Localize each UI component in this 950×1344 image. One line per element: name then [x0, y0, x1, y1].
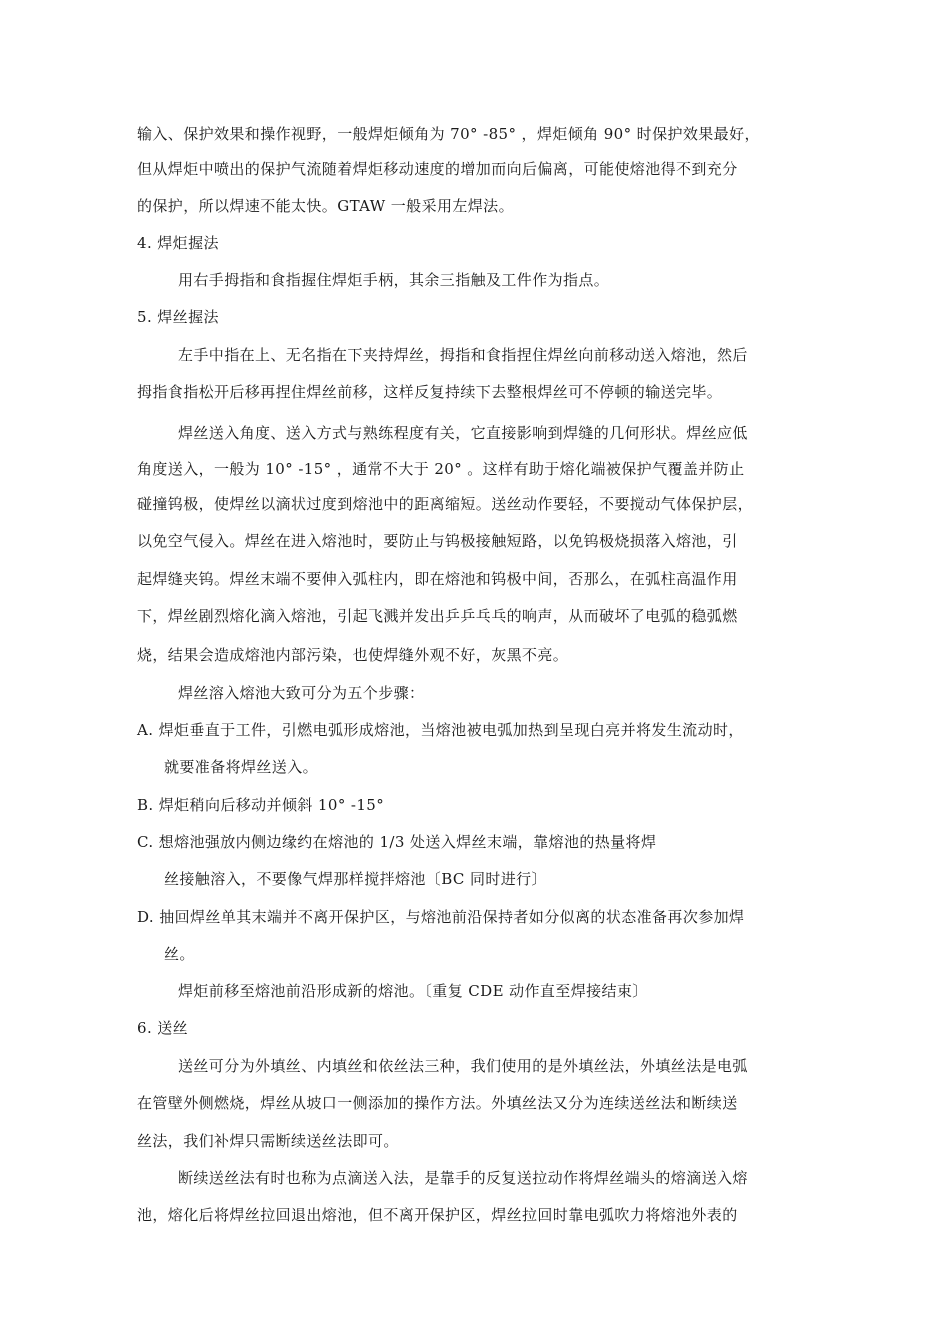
list-item: C. 想熔池强放内侧边缘约在熔池的 1/3 处送入焊丝末端，靠熔池的热量将焊 — [137, 833, 657, 851]
list-item: D. 抽回焊丝单其末端并不离开保护区，与熔池前沿保持者如分似离的状态准备再次参加焊 — [137, 908, 745, 926]
text-line: 断续送丝法有时也称为点滴送入法，是靠手的反复送拉动作将焊丝端头的熔滴送入熔 — [178, 1169, 748, 1187]
text-line: 送丝可分为外填丝、内填丝和依丝法三种，我们使用的是外填丝法，外填丝法是电弧 — [178, 1057, 748, 1075]
text-line: 角度送入，一般为 10° -15° ，通常不大于 20° 。这样有助于熔化端被保护气覆盖并防止 — [137, 460, 745, 478]
text-line: 在管壁外侧燃烧，焊丝从坡口一侧添加的操作方法。外填丝法又分为连续送丝法和断续送 — [137, 1094, 738, 1112]
text-line: 焊炬前移至熔池前沿形成新的熔池。〔重复 CDE 动作直至焊接结束〕 — [178, 982, 648, 1000]
text-line: 拇指食指松开后移再捏住焊丝前移，这样反复持续下去整根焊丝可不停顿的输送完毕。 — [137, 383, 723, 401]
text-line: 用右手拇指和食指握住焊炬手柄，其余三指触及工件作为指点。 — [178, 271, 610, 289]
section-heading: 5. 焊丝握法 — [137, 308, 219, 326]
text-line: 左手中指在上、无名指在下夹持焊丝，拇指和食指捏住焊丝向前移动送入熔池，然后 — [178, 346, 748, 364]
text-line: 烧，结果会造成熔池内部污染，也使焊缝外观不好，灰黑不亮。 — [137, 646, 569, 664]
text-line: 下，焊丝剧烈熔化滴入熔池，引起飞溅并发出乒乒乓乓的响声，从而破坏了电弧的稳弧燃 — [137, 607, 738, 625]
section-heading: 4. 焊炬握法 — [137, 234, 219, 252]
list-item-continuation: 丝。 — [164, 945, 195, 963]
text-line: 丝法，我们补焊只需断续送丝法即可。 — [137, 1132, 399, 1150]
list-item: B. 焊炬稍向后移动并倾斜 10° -15° — [137, 796, 385, 814]
text-line: 的保护，所以焊速不能太快。GTAW 一般采用左焊法。 — [137, 197, 514, 215]
text-line: 焊丝溶入熔池大致可分为五个步骤： — [178, 684, 425, 702]
text-line: 以免空气侵入。焊丝在进入熔池时，要防止与钨极接触短路，以免钨极烧损落入熔池，引 — [137, 532, 738, 550]
text-line: 输入、保护效果和操作视野，一般焊炬倾角为 70° -85° ，焊炬倾角 90° 时保护效果最好， — [137, 125, 760, 143]
section-heading: 6. 送丝 — [137, 1019, 189, 1037]
list-item: A. 焊炬垂直于工件，引燃电弧形成熔池，当熔池被电弧加热到呈现白亮并将发生流动时， — [137, 721, 744, 739]
text-line: 起焊缝夹钨。焊丝末端不要伸入弧柱内，即在熔池和钨极中间，否那么，在弧柱高温作用 — [137, 570, 738, 588]
list-item-continuation: 丝接触溶入，不要像气焊那样搅拌熔池〔BC 同时进行〕 — [164, 870, 547, 888]
text-line: 碰撞钨极，使焊丝以滴状过度到熔池中的距离缩短。送丝动作要轻，不要搅动气体保护层， — [137, 495, 754, 513]
list-item-continuation: 就要准备将焊丝送入。 — [164, 758, 319, 776]
text-line: 但从焊炬中喷出的保护气流随着焊炬移动速度的增加而向后偏离，可能使熔池得不到充分 — [137, 160, 738, 178]
text-line: 焊丝送入角度、送入方式与熟练程度有关，它直接影响到焊缝的几何形状。焊丝应低 — [178, 424, 748, 442]
text-line: 池，熔化后将焊丝拉回退出熔池，但不离开保护区，焊丝拉回时靠电弧吹力将熔池外表的 — [137, 1206, 738, 1224]
